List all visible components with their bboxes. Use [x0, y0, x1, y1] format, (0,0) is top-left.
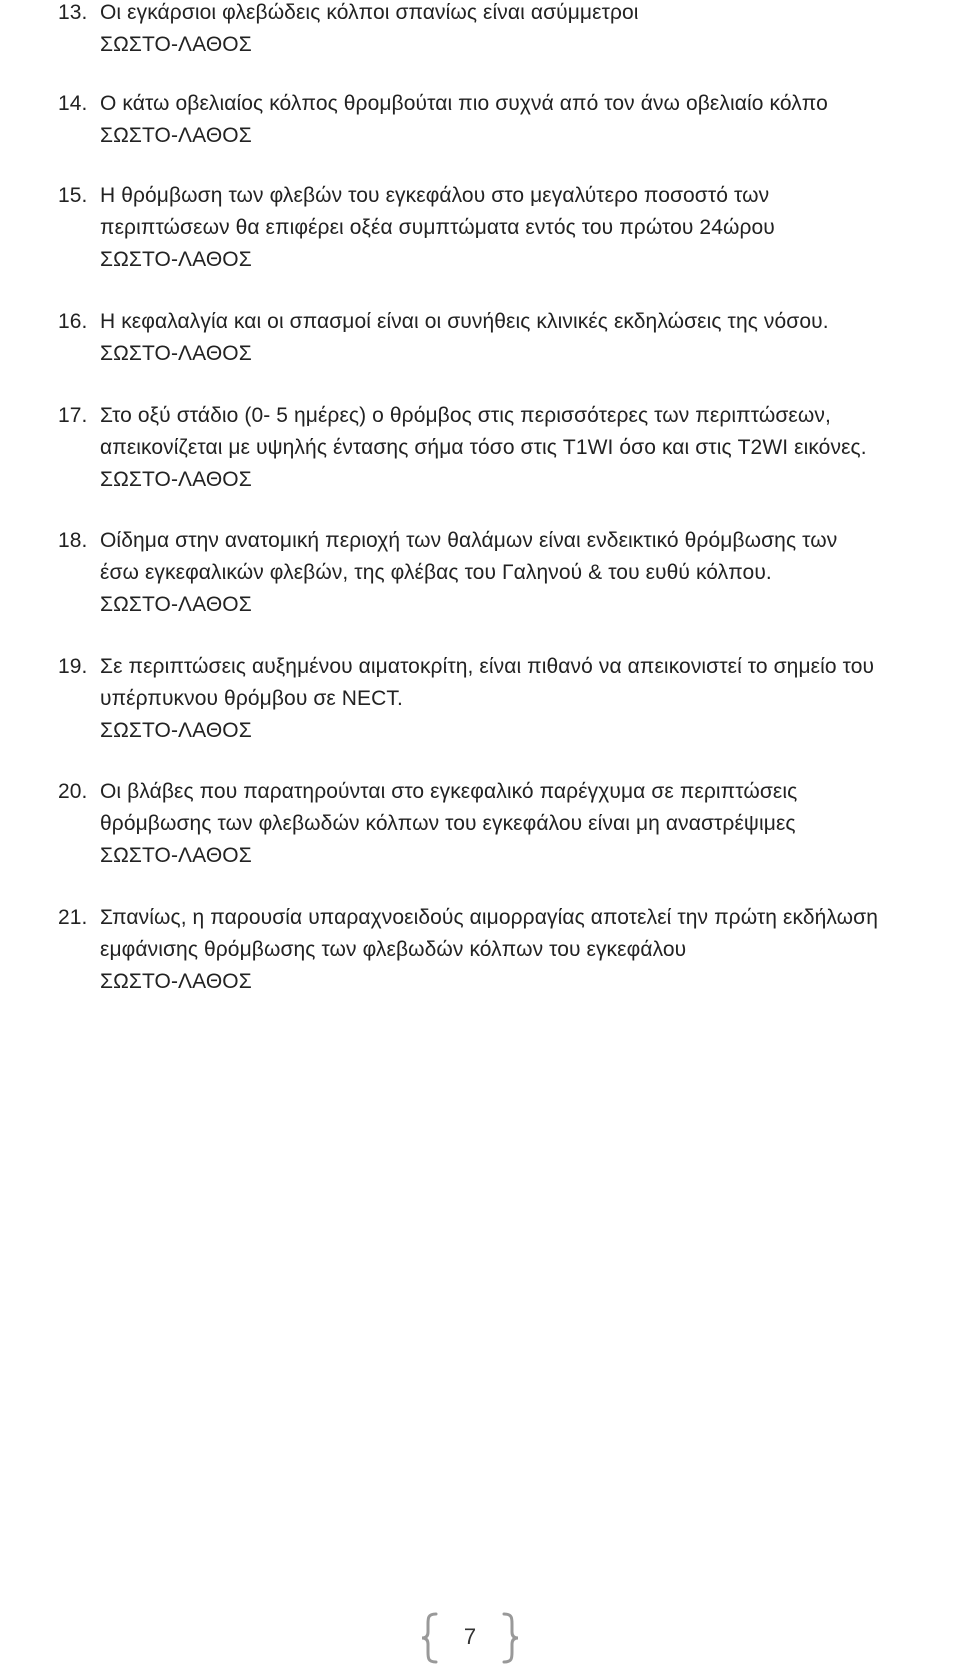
question-item [58, 651, 938, 747]
answer-options: ΣΩΣΤΟ-ΛΑΘΟΣ [100, 970, 252, 993]
question-text: Οίδημα στην ανατομική περιοχή των θαλάμων είναι ενδεικτικό θρόμβωσης των έσω εγκεφαλικών φλεβών, της φλέβας του Γαληνού & του ευθύ κόλπου. [100, 529, 838, 584]
question-item [58, 88, 938, 152]
question-number: 20. [58, 780, 88, 803]
question-number: 19. [58, 655, 88, 678]
question-item [58, 306, 938, 370]
question-text: Στο οξύ στάδιο (0- 5 ημέρες) ο θρόμβος στις περισσότερες των περιπτώσεων, απεικονίζεται με υψηλής έντασης σήμα τόσο στις T1WI όσο και στις T2WI εικόνες. [100, 404, 867, 459]
question-number: 13. [58, 1, 88, 24]
question-item [58, 0, 938, 61]
question-number: 16. [58, 310, 88, 333]
question-number: 21. [58, 906, 88, 929]
question-item [58, 525, 938, 621]
question-item [58, 400, 938, 496]
question-item [58, 776, 938, 872]
answer-options: ΣΩΣΤΟ-ΛΑΘΟΣ [100, 844, 252, 867]
question-number: 15. [58, 184, 88, 207]
page-footer [420, 1612, 520, 1666]
question-text: Οι εγκάρσιοι φλεβώδεις κόλποι σπανίως είναι ασύμμετροι [100, 1, 639, 24]
answer-options: ΣΩΣΤΟ-ΛΑΘΟΣ [100, 124, 252, 147]
answer-options: ΣΩΣΤΟ-ΛΑΘΟΣ [100, 342, 252, 365]
question-number: 17. [58, 404, 88, 427]
answer-options: ΣΩΣΤΟ-ΛΑΘΟΣ [100, 468, 252, 491]
answer-options: ΣΩΣΤΟ-ΛΑΘΟΣ [100, 248, 252, 271]
page-number: 7 [463, 1624, 477, 1649]
question-item [58, 180, 938, 276]
right-brace-icon [500, 1612, 520, 1664]
question-text: Σε περιπτώσεις αυξημένου αιματοκρίτη, είναι πιθανό να απεικονιστεί το σημείο του υπέρπυκνου θρόμβου σε NECT. [100, 655, 875, 710]
question-text: Η θρόμβωση των φλεβών του εγκεφάλου στο μεγαλύτερο ποσοστό των περιπτώσεων θα επιφέρει οξέα συμπτώματα εντός του πρώτου 24ώρου [100, 184, 775, 239]
answer-options: ΣΩΣΤΟ-ΛΑΘΟΣ [100, 593, 252, 616]
question-text: Σπανίως, η παρουσία υπαραχνοειδούς αιμορραγίας αποτελεί την πρώτη εκδήλωση εμφάνισης θρόμβωσης των φλεβωδών κόλπων του εγκεφάλου [100, 906, 879, 961]
question-number: 18. [58, 529, 88, 552]
question-item [58, 902, 938, 998]
answer-options: ΣΩΣΤΟ-ΛΑΘΟΣ [100, 33, 252, 56]
question-text: Η κεφαλαλγία και οι σπασμοί είναι οι συνήθεις κλινικές εκδηλώσεις της νόσου. [100, 310, 829, 333]
question-text: Οι βλάβες που παρατηρούνται στο εγκεφαλικό παρέγχυμα σε περιπτώσεις θρόμβωσης των φλεβωδών κόλπων του εγκεφάλου είναι μη αναστρέψιμες [100, 780, 798, 835]
question-number: 14. [58, 92, 88, 115]
question-text: Ο κάτω οβελιαίος κόλπος θρομβούται πιο συχνά από τον άνω οβελιαίο κόλπο [100, 92, 828, 115]
answer-options: ΣΩΣΤΟ-ΛΑΘΟΣ [100, 719, 252, 742]
